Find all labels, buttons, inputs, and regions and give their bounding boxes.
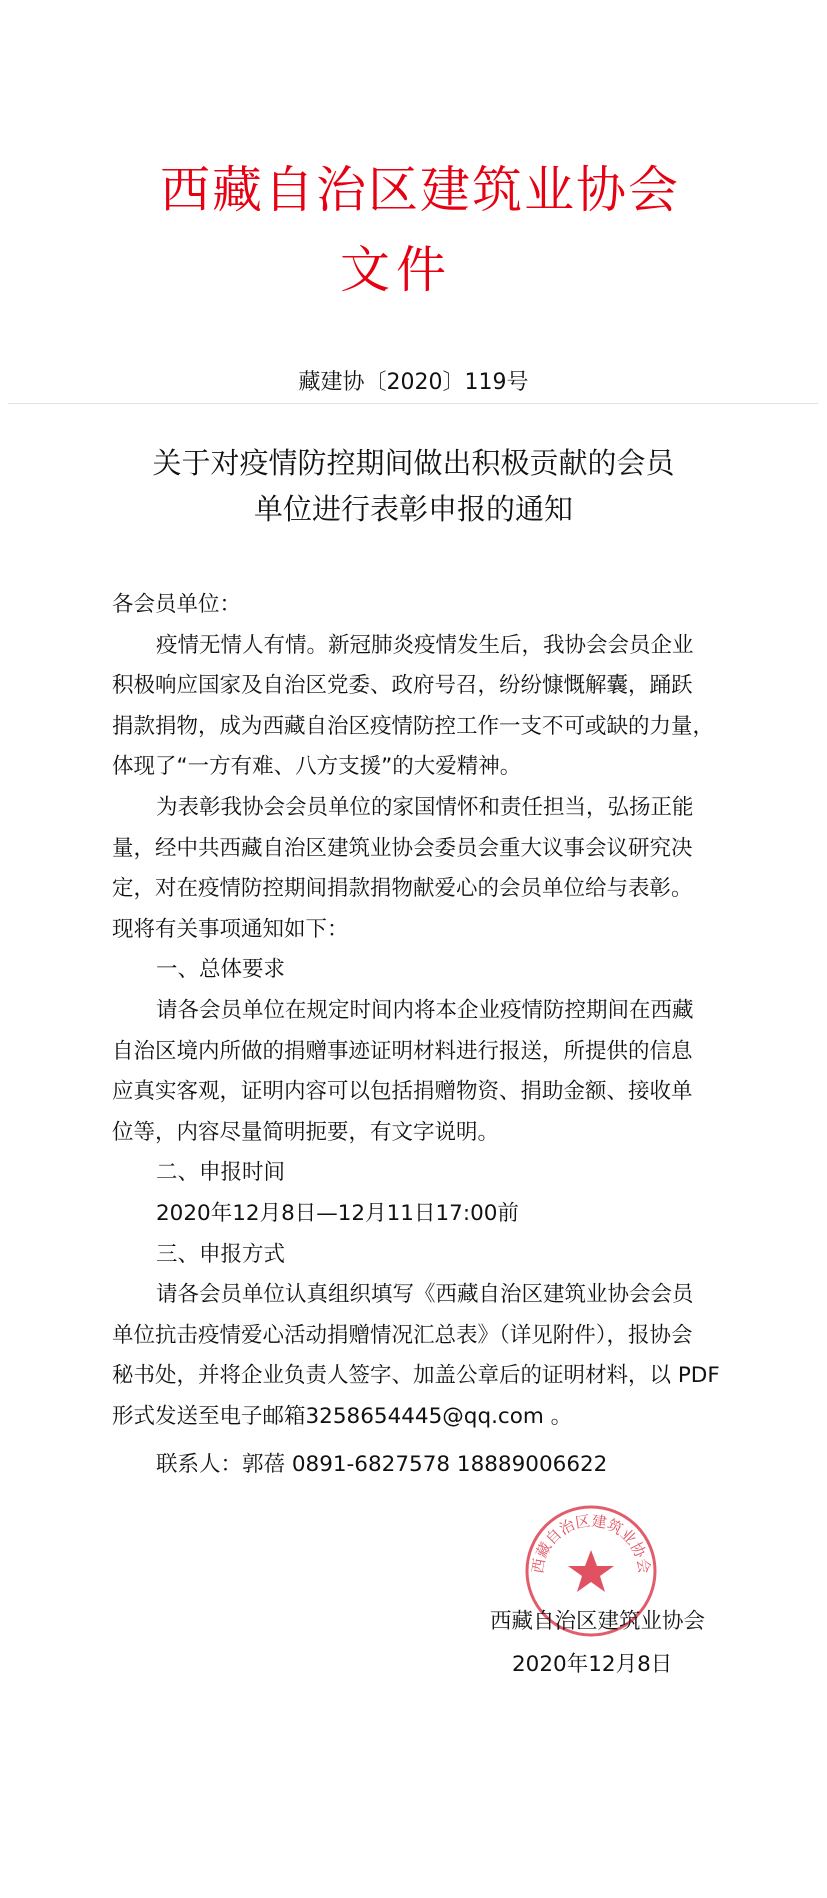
body-line: 为表彰我协会会员单位的家国情怀和责任担当，弘扬正能 (156, 794, 694, 820)
body-line: 请各会员单位在规定时间内将本企业疫情防控期间在西藏 (156, 997, 694, 1023)
body-line: 2020年12月8日—12月11日17:00前 (156, 1200, 519, 1226)
contact-block (112, 1445, 752, 1486)
notice-title (0, 440, 827, 532)
body-line: 疫情无情人有情。新冠肺炎疫情发生后，我协会会员企业 (156, 632, 694, 658)
header-divider (8, 403, 818, 404)
notice-title-line: 关于对疫情防控期间做出积极贡献的会员 (152, 446, 675, 480)
body-line: 形式发送至电子邮箱3258654445@qq.com 。 (112, 1403, 573, 1429)
body-line: 捐款捐物，成为西藏自治区疫情防控工作一支不可或缺的力量， (112, 713, 715, 739)
body-line: 自治区境内所做的捐赠事迹证明材料进行报送，所提供的信息 (112, 1038, 693, 1064)
body-line: 现将有关事项通知如下： (112, 916, 349, 942)
letter-body (112, 585, 752, 1437)
contact-line: 联系人：郭蓓 0891-6827578 18889006622 (156, 1452, 608, 1477)
section-heading: 三、申报方式 (156, 1241, 286, 1267)
body-line: 量，经中共西藏自治区建筑业协会委员会重大议事会议研究决 (112, 835, 693, 861)
salutation: 各会员单位： (112, 592, 242, 617)
signature-date: 2020年12月8日 (512, 1652, 673, 1677)
body-line: 定，对在疫情防控期间捐款捐物献爱心的会员单位给与表彰。 (112, 876, 693, 902)
body-line: 积极响应国家及自治区党委、政府号召，纷纷慷慨解囊，踊跃 (112, 673, 693, 699)
document-number: 藏建协〔2020〕119号 (298, 370, 529, 395)
org-title: 西藏自治区建筑业协会 (160, 161, 680, 219)
body-line: 单位抗击疫情爱心活动捐赠情况汇总表》（详见附件），报协会 (112, 1322, 693, 1348)
signature-org: 西藏自治区建筑业协会 (490, 1609, 706, 1634)
body-line: 应真实客观，证明内容可以包括捐赠物资、捐助金额、接收单 (112, 1079, 693, 1105)
seal-text: 西藏自治区建筑业协会 (528, 1511, 654, 1575)
body-line: 秘书处，并将企业负责人签字、加盖公章后的证明材料，以 PDF (112, 1363, 720, 1389)
seal-star-icon (568, 1550, 614, 1592)
section-heading: 一、总体要求 (156, 957, 286, 983)
body-line: 请各会员单位认真组织填写《西藏自治区建筑业协会会员 (156, 1282, 694, 1308)
body-line: 位等，内容尽量简明扼要，有文字说明。 (112, 1119, 500, 1145)
document-label: 文件 (340, 241, 452, 299)
section-heading: 二、申报时间 (156, 1160, 286, 1186)
notice-title-line: 单位进行表彰申报的通知 (253, 492, 573, 526)
body-line: 体现了“一方有难、八方支援”的大爱精神。 (112, 754, 522, 780)
